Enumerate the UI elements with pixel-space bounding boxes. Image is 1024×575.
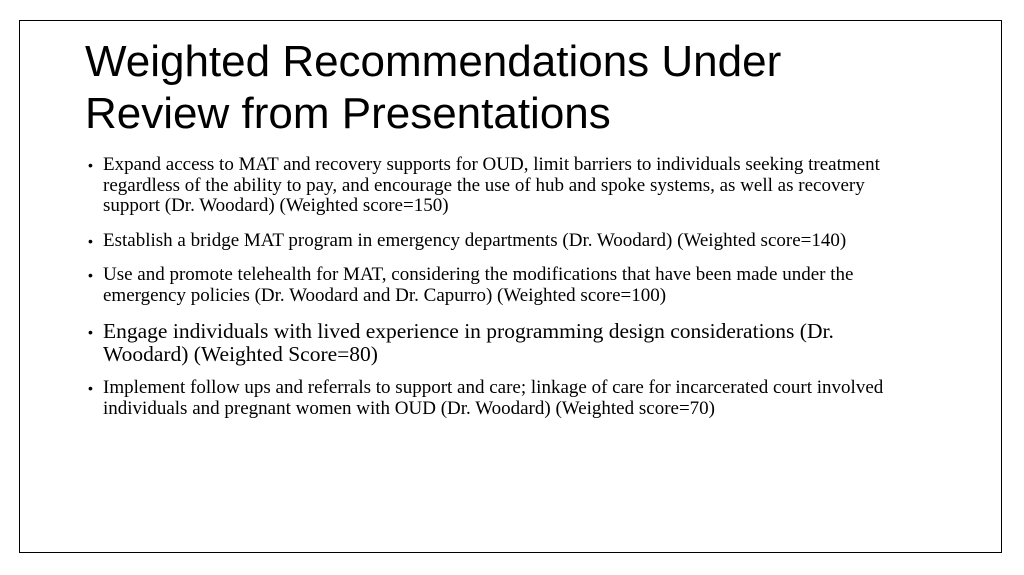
list-item [85, 265, 900, 306]
list-item [85, 378, 900, 419]
bullet-icon: • [88, 267, 93, 283]
list-item [85, 231, 900, 252]
recommendation-list [85, 155, 900, 433]
list-item-text: Establish a bridge MAT program in emergency departments (Dr. Woodard) (Weighted score=140) [103, 229, 847, 251]
bullet-icon: • [88, 157, 93, 173]
list-item [85, 155, 900, 217]
list-item-text: Expand access to MAT and recovery supports for OUD, limit barriers to individuals seeking treatment regardless of the ability to pay, and encourage the use of hub and spoke systems, as well as recovery support (Dr. Woodard) (Weighted score=150) [103, 154, 880, 216]
list-item-text: Implement follow ups and referrals to support and care; linkage of care for incarcerated court involved individuals and pregnant women with OUD (Dr. Woodard) (Weighted score=70) [103, 377, 884, 419]
list-item-text: Engage individuals with lived experience in programming design considerations (Dr. Woodard) (Weighted Score=80) [103, 319, 834, 366]
list-item [85, 320, 900, 366]
bullet-icon: • [88, 324, 93, 340]
list-item-text: Use and promote telehealth for MAT, considering the modifications that have been made under the emergency policies (Dr. Woodard and Dr. Capurro) (Weighted score=100) [103, 264, 854, 306]
bullet-icon: • [88, 232, 93, 249]
slide-title: Weighted Recommendations Under Review from Presentations [85, 37, 782, 138]
bullet-icon: • [88, 380, 93, 396]
